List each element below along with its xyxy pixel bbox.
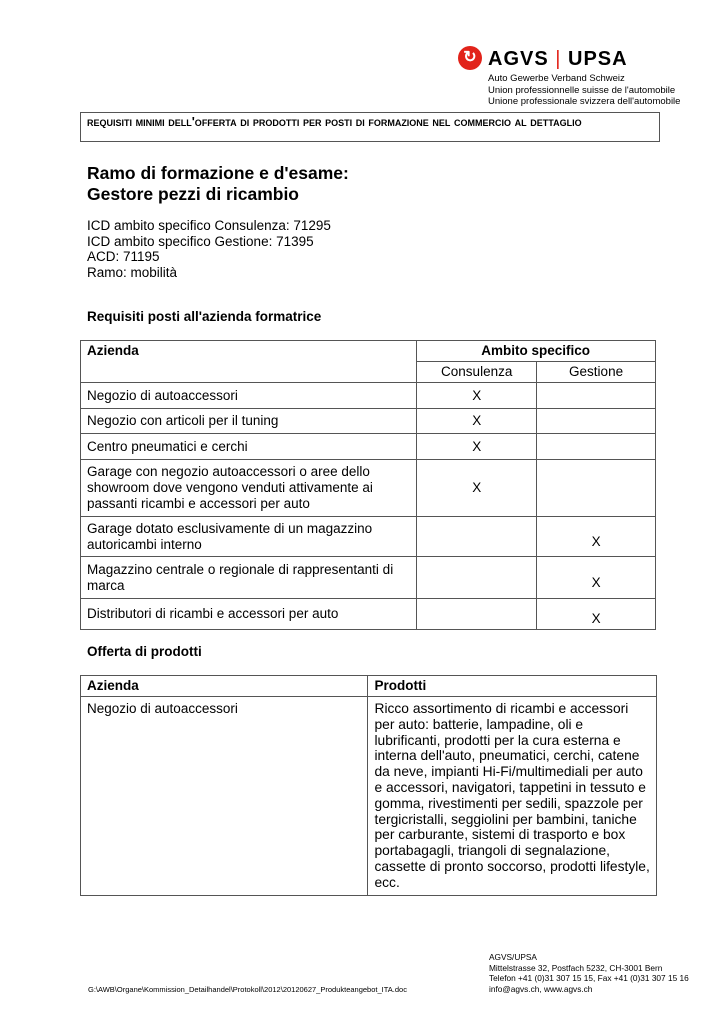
table-row [81,460,656,517]
logo-line: Auto Gewerbe Verband Schweiz [488,73,625,84]
cell-consulenza: X [417,460,537,517]
table-row [81,599,656,630]
cell-gestione: X [537,599,656,630]
table-row [81,434,656,460]
title-line: Gestore pezzi di ricambio [87,184,299,204]
info-block [87,218,331,280]
header-azienda: Azienda [81,676,368,697]
logo-line: Unione professionale svizzera dell'automobile [488,96,681,107]
cell-consulenza [417,557,537,599]
cell-gestione [537,460,656,517]
table-row [81,409,656,434]
header-consulenza: Consulenza [417,362,537,383]
cell-consulenza: X [417,383,537,409]
cell-consulenza [417,599,537,630]
header-spacer [81,362,417,383]
file-path: G:\AWB\Organe\Kommission_Detailhandel\Protokoll\2012\20120627_Produkteangebot_ITA.doc [88,985,407,994]
products-table [80,675,657,896]
cell-prodotti: Ricco assortimento di ricambi e accessori per auto: batterie, lampadine, oli e lubrificanti, prodotti per la cura esterna e interna dell'auto, pneumatici, cerchi, catene da neve, impianti Hi-Fi/multimediali per auto e accessori, navigatori, tappetini in tessuto e gomma, rivestimenti per sedili, spazzole per tergicristalli, seggiolini per bambini, taniche per carburante, sistemi di trasporto e box portabagagli, triangoli di segnalazione, cassette di pronto soccorso, prodotti lifestyle, ecc. [368,697,657,896]
header-prodotti: Prodotti [368,676,657,697]
cell-gestione: X [537,557,656,599]
cell-azienda: Negozio di autoaccessori [81,383,417,409]
cell-azienda: Garage con negozio autoaccessori o aree dello showroom dove vengono venduti attivamente ai passanti ricambi e accessori per auto [81,460,417,517]
header-box [80,112,660,142]
cell-azienda: Negozio con articoli per il tuning [81,409,417,434]
section-heading: Requisiti posti all'azienda formatrice [87,309,322,324]
header-box-text: requisiti minimi dell'offerta di prodotti per posti di formazione nel commercio al dettaglio [87,114,582,129]
cell-consulenza: X [417,434,537,460]
document-page: ↻ AGVS | UPSA Auto Gewerbe Verband Schweiz Union professionnelle suisse de l'automobile Unione professionale svizzera dell'automobile requisiti minimi dell'offerta di prodotti per posti di formazione nel commercio al dettaglio Ramo di formazione e d'esame: Gestore pezzi di ricambio ICD ambito specifico Consulenza: 71295 ICD ambito specifico Gestione: 71395 ACD: 71195 Ramo: mobilità Requisiti posti all'azienda formatrice Azienda Ambito specifico Consulenza Gestione Negozio di autoaccessori X Negozio con articoli per il tuning X Centro pneumatici e cerchi X Garage con negozio autoaccessori o aree dello showroom dove vengono venduti attivamente ai passanti ricambi e accessori per auto X Garage dotato esclusivamente di un magazzino autoricambi interno X Magazzino centrale o regionale di rappresentanti di marca X Distributori di ricambi e accessori per auto X Offerta di prodotti Azienda Prodotti Negozio di autoaccessori Ricco assortimento di ricambi e accessori per auto: batterie, lampadine, oli e lubrificanti, prodotti per la cura esterna e interna dell'auto, pneumatici, cerchi, catene da neve, impianti Hi-Fi/multimediali per auto e accessori, navigatori, tappetini in tessuto e gomma, rivestimenti per sedili, spazzole per tergicristalli, seggiolini per bambini, taniche per carburante, sistemi di trasporto e box portabagagli, triangoli di segnalazione, cassette di pronto soccorso, prodotti lifestyle, ecc. G:\AWB\Organe\Kommission_Detailhandel\Protokoll\2012\20120627_Produkteangebot_ITA.doc AGVS/UPSA Mittelstrasse 32, Postfach 5232, CH-3001 Bern Telefon +41 (0)31 307 15 15, Fax +41 (0)31 307 15 16 info@agvs.ch, www.agvs.ch [0,0,724,1024]
address-line: Telefon +41 (0)31 307 15 15, Fax +41 (0)31 307 15 16 [489,973,689,983]
table-row [81,697,657,896]
cell-consulenza [417,517,537,557]
table-row [81,557,656,599]
header-ambito: Ambito specifico [417,341,656,362]
logo-line: Union professionnelle suisse de l'automobile [488,84,676,96]
info-line: ACD: 71195 [87,249,160,264]
page-title [87,163,349,205]
header-gestione: Gestione [537,362,656,383]
footer-address [489,952,689,994]
cell-azienda: Garage dotato esclusivamente di un magazzino autoricambi interno [81,517,417,557]
cell-gestione: X [537,517,656,557]
address-line: info@agvs.ch, www.agvs.ch [489,983,593,994]
cell-azienda: Negozio di autoaccessori [81,697,368,896]
title-line: Ramo di formazione e d'esame: [87,163,349,183]
table-row [81,517,656,557]
cell-azienda: Distributori di ricambi e accessori per auto [81,599,417,630]
logo-brand-left: AGVS [488,48,549,70]
table-row [81,383,656,409]
cell-azienda: Magazzino centrale o regionale di rappresentanti di marca [81,557,417,599]
info-line: ICD ambito specifico Consulenza: 71295 [87,218,331,233]
address-line: Mittelstrasse 32, Postfach 5232, CH-3001 Bern [489,962,663,973]
logo-subtitle [488,73,680,108]
requirements-table [80,340,656,630]
header-azienda: Azienda [81,341,417,362]
info-line: Ramo: mobilità [87,264,178,280]
section-heading: Offerta di prodotti [87,644,202,659]
cell-gestione [537,434,656,460]
cell-gestione [537,383,656,409]
address-line: AGVS/UPSA [489,952,537,962]
logo-brand-right: UPSA [568,48,628,70]
cell-gestione [537,409,656,434]
cell-azienda: Centro pneumatici e cerchi [81,434,417,460]
info-line: ICD ambito specifico Gestione: 71395 [87,233,314,249]
cell-consulenza: X [417,409,537,434]
agvs-logo-icon: ↻ [458,46,482,70]
